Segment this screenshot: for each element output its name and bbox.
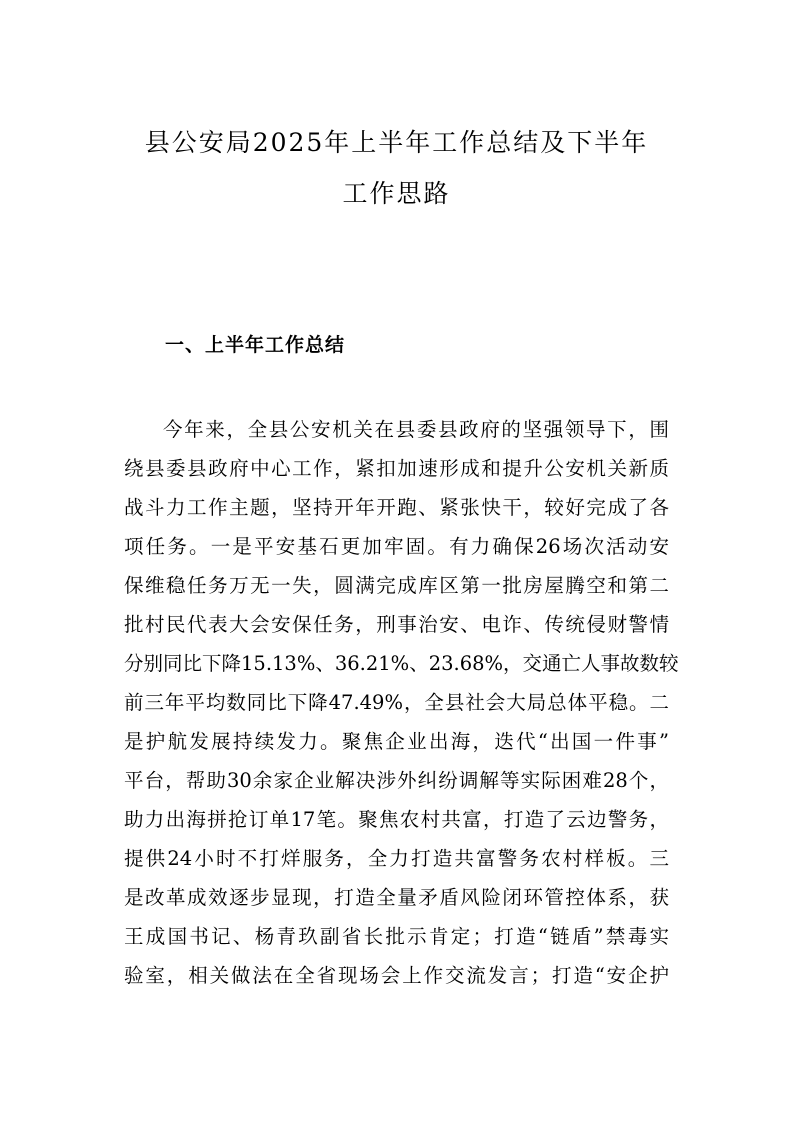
paragraph-line: 是改革成效逐步显现，打造全量矛盾风险闭环管控体系，获 — [124, 886, 669, 909]
paragraph-line: 验室，相关做法在全省现场会上作交流发言；打造“安企护 — [124, 964, 669, 987]
paragraph-line: 战斗力工作主题，坚持开年开跑、紧张快干，较好完成了各 — [124, 496, 669, 519]
paragraph-line: 今年来，全县公安机关在县委县政府的坚强领导下，围 — [163, 418, 669, 441]
paragraph-line: 绕县委县政府中心工作，紧扣加速形成和提升公安机关新质 — [124, 457, 669, 480]
paragraph-line: 分别同比下降15.13%、36.21%、23.68%，交通亡人事故数较 — [124, 652, 679, 675]
paragraph-line: 前三年平均数同比下降47.49%，全县社会大局总体平稳。二 — [124, 691, 669, 714]
paragraph-line: 批村民代表大会安保任务，刑事治安、电诈、传统侵财警情 — [124, 613, 669, 636]
paragraph-line: 保维稳任务万无一失，圆满完成库区第一批房屋腾空和第二 — [124, 574, 669, 597]
document-title-line-1: 县公安局2025年上半年工作总结及下半年 — [144, 128, 649, 157]
paragraph-line: 王成国书记、杨青玖副省长批示肯定；打造“链盾”禁毒实 — [124, 925, 669, 948]
paragraph-line: 是护航发展持续发力。聚焦企业出海，迭代“出国一件事” — [124, 730, 669, 753]
section-heading: 一、上半年工作总结 — [165, 334, 346, 356]
document-title-line-2: 工作思路 — [342, 179, 451, 208]
paragraph-line: 提供24小时不打烊服务，全力打造共富警务农村样板。三 — [124, 847, 669, 870]
paragraph-line: 项任务。一是平安基石更加牢固。有力确保26场次活动安 — [124, 535, 669, 558]
paragraph-line: 平台，帮助30余家企业解决涉外纠纷调解等实际困难28个， — [124, 769, 669, 792]
paragraph-line: 助力出海拼抢订单17笔。聚焦农村共富，打造了云边警务， — [124, 808, 669, 831]
